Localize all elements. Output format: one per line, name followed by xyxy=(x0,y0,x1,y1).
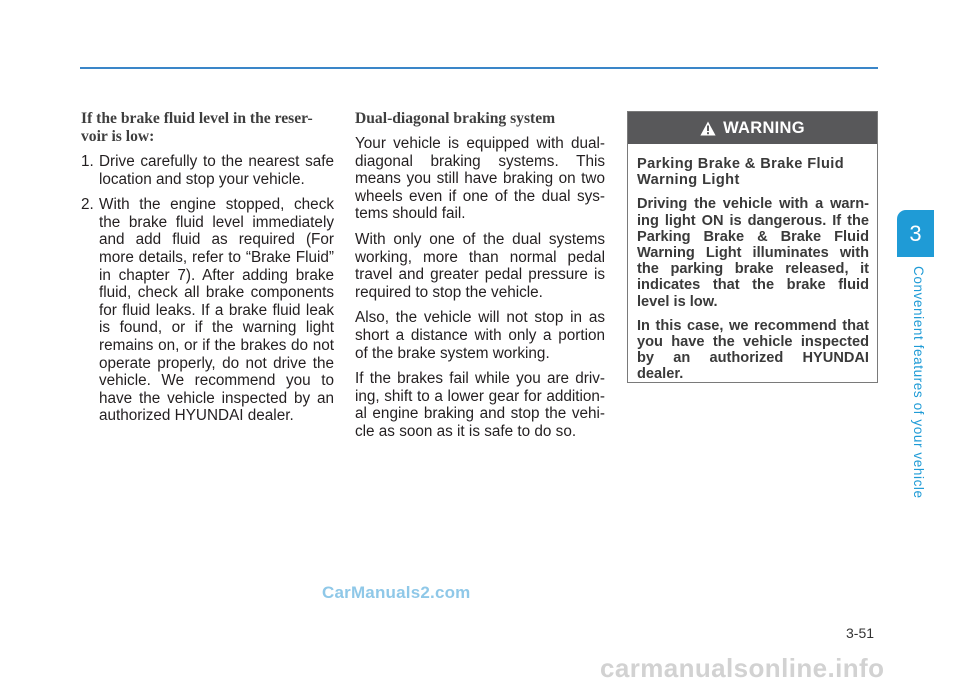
warning-box xyxy=(627,111,878,383)
warning-label: WARNING xyxy=(723,118,805,137)
warning-paragraph: In this case, we recommend that you have the vehicle inspected by an authorized HYUNDAI dealer. xyxy=(637,317,869,383)
warning-triangle-icon xyxy=(700,121,716,136)
list-item-number: 2. xyxy=(81,196,94,214)
list-item xyxy=(81,196,334,425)
chapter-number: 3 xyxy=(909,220,922,246)
middle-column xyxy=(355,110,605,449)
paragraph: If the brakes fail while you are driv-ing, shift to a lower gear for addition-al engine braking and stop the vehi-cle as soon as it is safe to do so. xyxy=(355,370,605,440)
low-fluid-heading: If the brake fluid level in the reser-voir is low: xyxy=(81,110,313,145)
paragraph: Your vehicle is equipped with dual-diagonal braking systems. This means you still have braking on two wheels even if one of the dual sys-tems should fail. xyxy=(355,135,605,223)
dual-diagonal-heading: Dual-diagonal braking system xyxy=(355,110,556,127)
low-fluid-steps xyxy=(81,153,334,425)
list-item xyxy=(81,153,334,188)
carmanualsonline-watermark: carmanualsonline.info xyxy=(600,653,885,683)
paragraph: Also, the vehicle will not stop in as short a distance with only a portion of the brake system working. xyxy=(355,309,605,362)
list-item-number: 1. xyxy=(81,153,94,170)
chapter-tab xyxy=(897,210,934,257)
header-rule xyxy=(80,67,878,69)
chapter-title: Convenient features of your vehicle xyxy=(911,266,926,499)
left-column xyxy=(81,110,334,433)
warning-body xyxy=(628,144,877,383)
warning-paragraph: Driving the vehicle with a warn-ing light ON is dangerous. If the Parking Brake & Brake Fluid Warning Light illuminates with the parking brake released, it indicates that the brake fluid level is low. xyxy=(637,196,869,310)
page-number: 3-51 xyxy=(846,625,875,641)
carmanuals-watermark: CarManuals2.com xyxy=(322,583,471,602)
list-item-text: With the engine stopped, check the brake fluid level immediately and add fluid as required (For more details, refer to “Brake Fluid” in chapter 7). After adding brake fluid, check all brake components for fluid leaks. If a brake fluid leak is found, or if the warning light remains on, or if the brakes do not operate properly, do not drive the vehicle. We recommend you to have the vehicle inspected by an authorized HYUNDAI dealer. xyxy=(99,196,334,425)
paragraph: With only one of the dual systems working, more than normal pedal travel and greater pedal pressure is required to stop the vehicle. xyxy=(355,230,605,301)
warning-header xyxy=(628,112,877,144)
warning-title: Parking Brake & Brake Fluid Warning Light xyxy=(637,156,845,189)
list-item-text: Drive carefully to the nearest safe location and stop your vehicle. xyxy=(99,153,334,188)
